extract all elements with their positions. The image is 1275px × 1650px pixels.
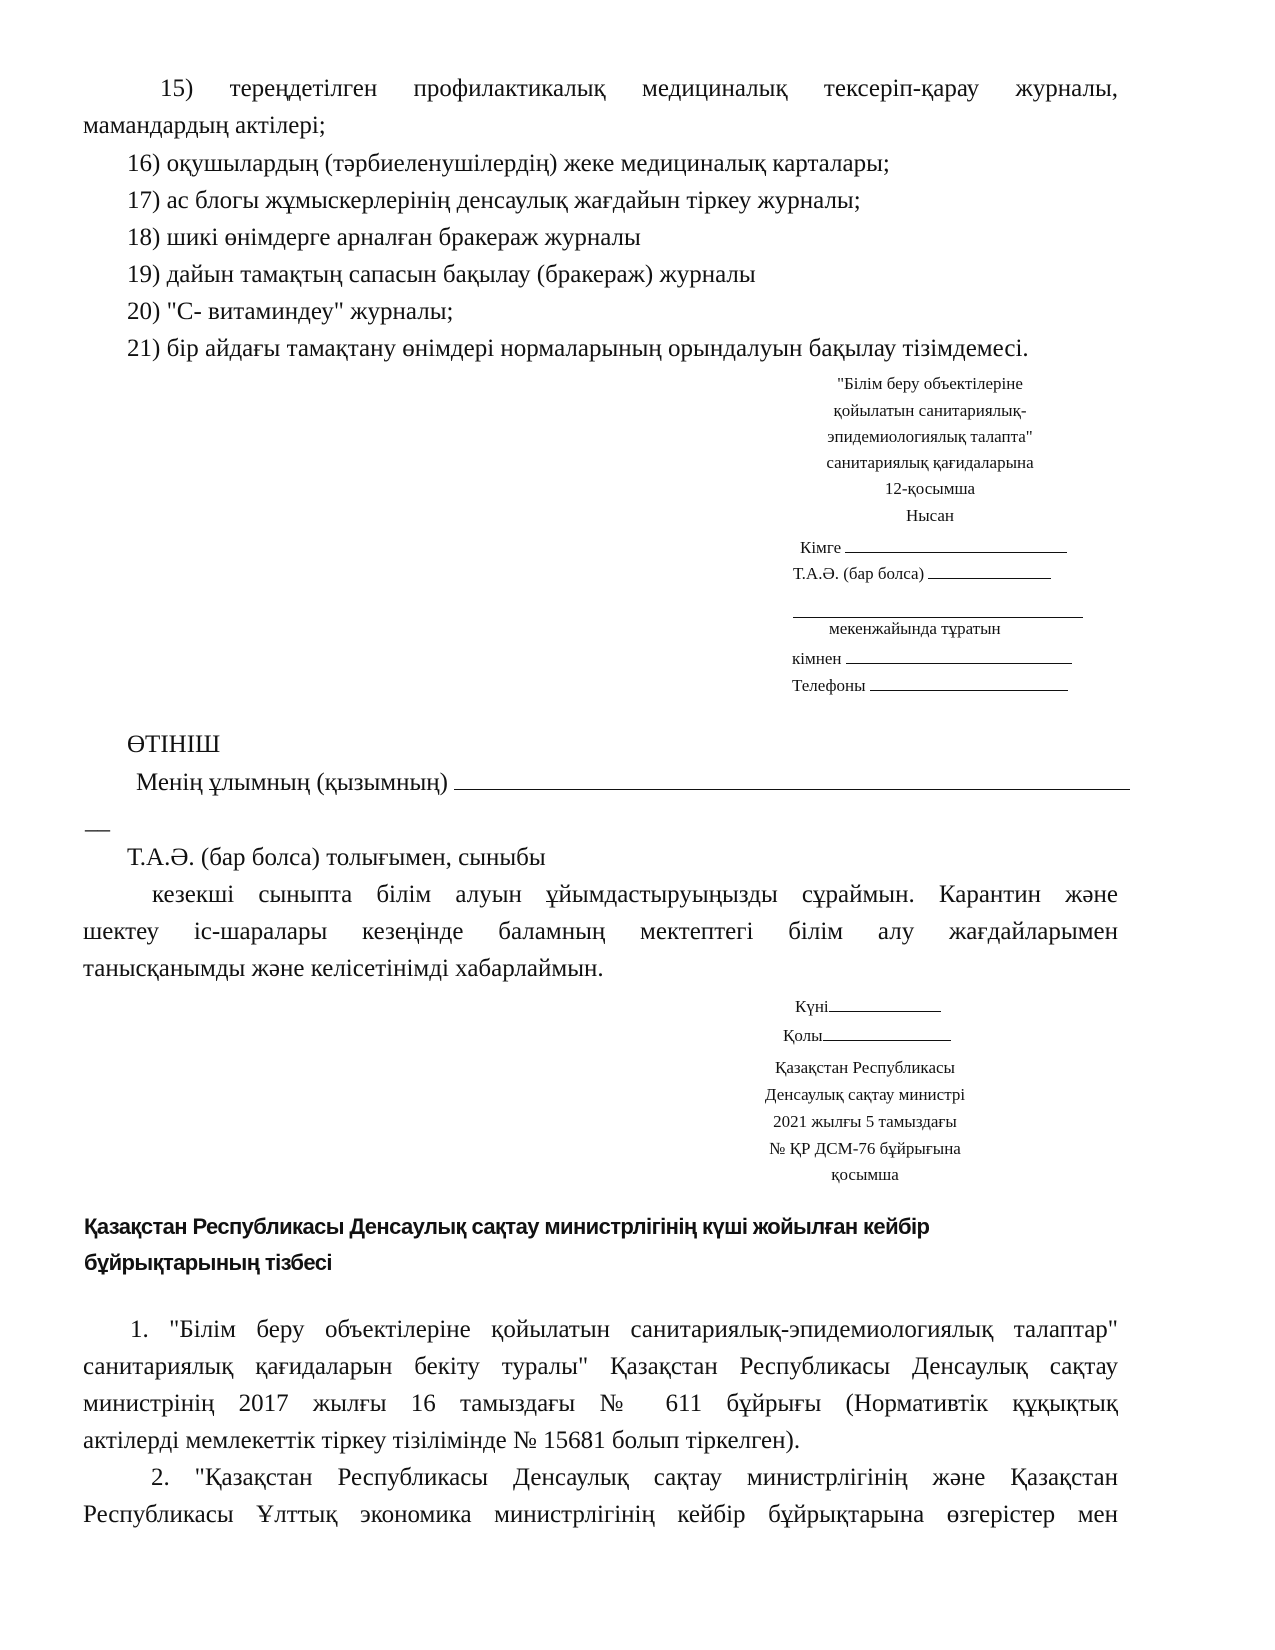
child-label: Менің ұлымның (қызымның) [136,769,448,796]
list-item-18: 18) шикі өнімдерге арналған бракераж журналы [127,224,641,251]
order-annex-line-4: № ҚР ДСМ-76 бұйрығына [769,1139,961,1158]
order-1-line-4: актілерді мемлекеттік тіркеу тізілімінде № 15681 болып тіркелген). [83,1427,801,1454]
list-item-16: 16) оқушылардың (тәрбиеленушілердің) жеке медициналық карталары; [127,150,890,177]
order-2-line-2: Республикасы Ұлттық экономика министрлігінің кейбір бұйрықтарына өзгерістер мен [83,1501,1118,1528]
body-line-1: кезекші сыныпта білім алуын ұйымдастыруыңызды сұраймын. Карантин және [152,881,1118,908]
name-field [793,560,1051,587]
child-input-line[interactable] [454,769,1130,790]
from-label: кімнен [792,649,842,668]
order-1-line-3: министрінің 2017 жылғы 16 тамыздағы № 611 бұйрығы (Нормативтік құқықтық [83,1390,1118,1417]
dash-line: __ [85,807,110,834]
list-item-20: 20) "С- витаминдеу" журналы; [127,298,454,325]
to-field [800,534,1067,561]
annex-line-4: санитариялық қағидаларына [826,453,1034,472]
order-annex-line-2: Денсаулық сақтау министрі [764,1085,966,1104]
to-label: Кімге [800,538,842,557]
list-item-19: 19) дайын тамақтың сапасын бақылау (бракераж) журналы [127,261,756,288]
to-input-line[interactable] [845,534,1067,553]
annex-line-5: 12-қосымша [884,479,976,498]
order-annex-line-5: қосымша [831,1165,899,1184]
phone-input-line[interactable] [870,672,1068,691]
name-input-line[interactable] [928,560,1051,579]
body-line-2: шектеу іс-шаралары кезеңінде баламның мектептегі білім алу жағдайларымен [83,918,1118,945]
section-heading-line-1: Қазақстан Республикасы Денсаулық сақтау министрлігінің күші жойылған кейбір [84,1214,930,1239]
date-label: Күні [795,997,829,1016]
form-label: Нысан [905,506,955,525]
order-annex-line-3: 2021 жылғы 5 тамыздағы [773,1112,957,1131]
annex-line-2: қойылатын санитариялық- [833,401,1027,420]
child-field [136,768,1130,798]
from-input-line[interactable] [846,645,1072,664]
annex-line-3: эпидемиологиялық талапта" [827,427,1033,446]
date-field [795,993,941,1020]
order-1-line-2: санитариялық қағидаларын бекіту туралы" Қазақстан Республикасы Денсаулық сақтау [83,1353,1118,1380]
name-label: Т.А.Ә. (бар болса) [793,564,925,583]
list-item-15-line2: мамандардың актілері; [83,112,326,139]
signature-input-line[interactable] [823,1022,951,1041]
phone-label: Телефоны [792,676,866,695]
order-2-line-1: 2. "Қазақстан Республикасы Денсаулық сақтау министрлігінің және Қазақстан [151,1464,1118,1491]
list-item-17: 17) ас блогы жұмыскерлерінің денсаулық жағдайын тіркеу журналы; [127,187,861,214]
list-item-15-line1: 15) тереңдетілген профилактикалық медициналық тексеріп-қарау журналы, [160,75,1118,102]
signature-label: Қолы [783,1026,823,1045]
address-label: мекенжайында тұратын [829,619,1001,638]
from-field [792,645,1072,672]
date-input-line[interactable] [829,993,941,1012]
name-class-label: Т.А.Ә. (бар болса) толығымен, сыныбы [127,844,546,871]
order-annex-line-1: Қазақстан Республикасы [775,1058,955,1077]
body-line-3: танысқанымды және келісетінімді хабарлаймын. [83,955,604,982]
annex-line-1: "Білім беру объектілеріне [837,374,1023,393]
phone-field [792,672,1068,699]
section-heading-line-2: бұйрықтарының тізбесі [84,1250,332,1275]
order-1-line-1: 1. "Білім беру объектілеріне қойылатын санитариялық-эпидемиологиялық талаптар" [130,1316,1118,1343]
signature-field [783,1022,951,1049]
list-item-21: 21) бір айдағы тамақтану өнімдері нормаларының орындалуын бақылау тізімдемесі. [127,335,1029,362]
application-title: ӨТІНІШ [127,731,221,758]
